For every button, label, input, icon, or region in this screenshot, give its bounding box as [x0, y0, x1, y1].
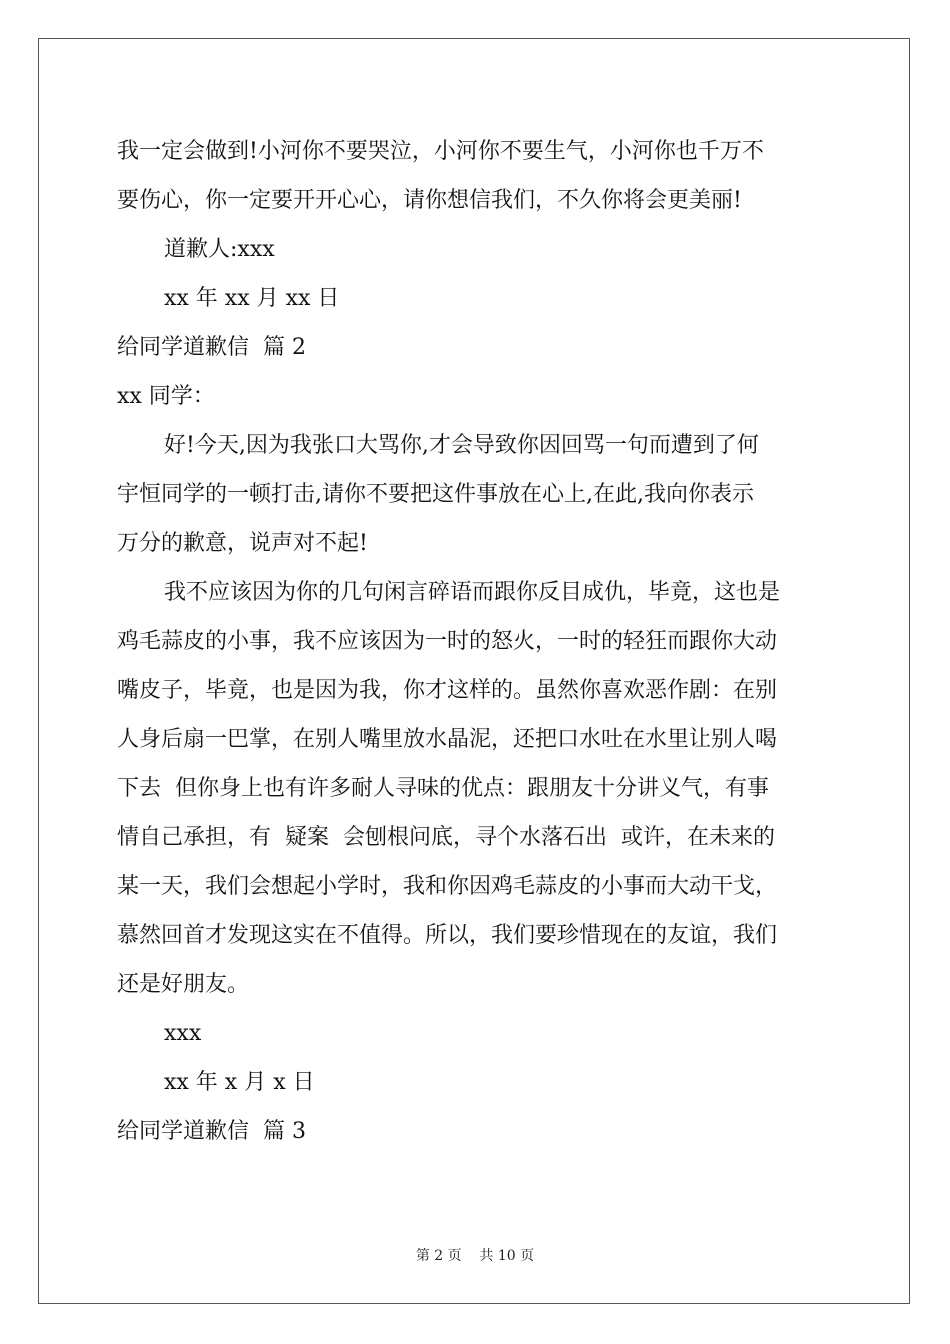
- text-line: 某一天，我们会想起小学时，我和你因鸡毛蒜皮的小事而大动干戈，: [117, 874, 778, 899]
- text-line: 下去 但你身上也有许多耐人寻味的优点：跟朋友十分讲义气，有事: [117, 776, 769, 801]
- section-heading: 给同学道歉信 篇 3: [117, 1119, 306, 1144]
- text-line: 人身后扇一巴掌，在别人嘴里放水晶泥，还把口水吐在水里让别人喝: [117, 727, 778, 752]
- text-line: 我不应该因为你的几句闲言碎语而跟你反目成仇，毕竟，这也是: [164, 580, 781, 605]
- text-line: 鸡毛蒜皮的小事，我不应该因为一时的怒火，一时的轻狂而跟你大动: [117, 629, 778, 654]
- date-line: xx 年 xx 月 xx 日: [164, 286, 340, 311]
- text-line: 要伤心，你一定要开开心心，请你想信我们，不久你将会更美丽!: [117, 188, 742, 213]
- text-line: 情自己承担，有 疑案 会刨根问底，寻个水落石出 或许，在未来的: [117, 825, 775, 850]
- signature-line: 道歉人:xxx: [164, 237, 275, 262]
- text-line: 我一定会做到!小河你不要哭泣，小河你不要生气，小河你也千万不: [117, 139, 764, 164]
- text-line: 慕然回首才发现这实在不值得。所以，我们要珍惜现在的友谊，我们: [117, 923, 778, 948]
- section-heading: 给同学道歉信 篇 2: [117, 335, 306, 360]
- text-line: 还是好朋友。: [117, 972, 250, 997]
- text-line: 万分的歉意，说声对不起!: [117, 531, 368, 556]
- date-line: xx 年 x 月 x 日: [164, 1070, 315, 1095]
- document-body: [117, 127, 837, 1156]
- signature-line: xxx: [164, 1021, 202, 1046]
- page-number-footer: 第 2 页 共 10 页: [415, 1248, 535, 1264]
- salutation: xx 同学：: [117, 384, 215, 409]
- text-line: 宇恒同学的一顿打击,请你不要把这件事放在心上,在此,我向你表示: [117, 482, 754, 507]
- text-line: 好!今天,因为我张口大骂你,才会导致你因回骂一句而遭到了何: [164, 433, 759, 458]
- text-line: 嘴皮子，毕竟，也是因为我，你才这样的。虽然你喜欢恶作剧：在别: [117, 678, 778, 703]
